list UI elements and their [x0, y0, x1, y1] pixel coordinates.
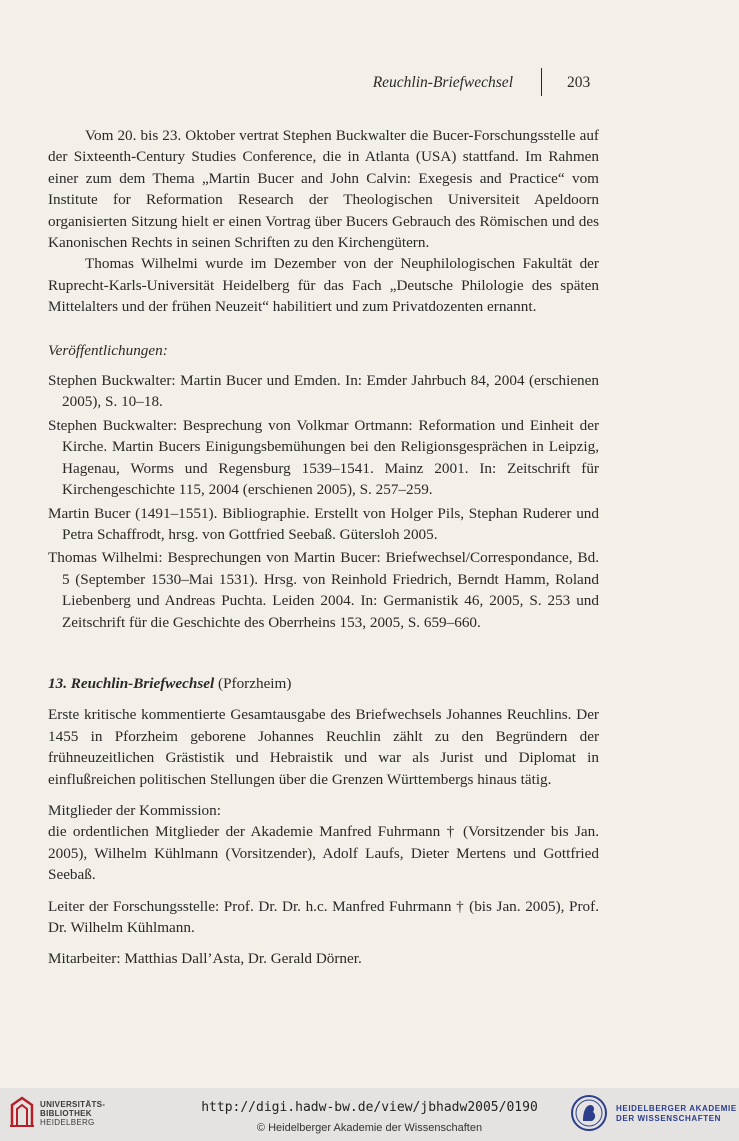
publication-item: Stephen Buckwalter: Besprechung von Volkmar Ortmann: Reformation und Einheit der Kirche. Martin Bucers Einigungsbemühungen bei den Religionsgesprächen in Leipzig, Hagenau, Worms und Regensburg 1539–1541. Mainz 2001. In: Zeitschrift für Kirchengeschichte 115, 2004 (erschienen 2005), S. 257–259. [48, 416, 599, 499]
leader-line: Leiter der Forschungsstelle: Prof. Dr. Dr. h.c. Manfred Fuhrmann † (bis Jan. 2005), Prof. Dr. Wilhelm Kühlmann. [48, 897, 599, 936]
members-label: Mitglieder der Kommission: [48, 801, 221, 819]
section-title: 13. Reuchlin-Briefwechsel [48, 674, 215, 692]
section-heading [48, 673, 599, 694]
staff-line: Mitarbeiter: Matthias Dall’Asta, Dr. Gerald Dörner. [48, 950, 362, 968]
permalink-url[interactable]: http://digi.hadw-bw.de/view/jbhadw2005/0190 [201, 1100, 538, 1115]
paragraph-conference: Vom 20. bis 23. Oktober vertrat Stephen Buckwalter die Bucer-Forschungsstelle auf der Sixteenth-Century Studies Conference, die in Atlanta (USA) stattfand. Im Rahmen einer zum dem Thema „Martin Bucer and John Calvin: Exegesis and Practice“ vom Institute for Reformation Research der Theologischen Universiteit Apeldoorn organisierten Sitzung hielt er einen Vortrag über Bucers Gebrauch des Römischen und des Kanonischen Rechts in seinen Schriften zu den Kirchengütern. [48, 127, 599, 252]
academy-seal-icon [570, 1094, 608, 1132]
copyright-notice: © Heidelberger Akademie der Wissenschaften [256, 1122, 483, 1134]
publications-heading: Veröffentlichungen: [48, 341, 168, 359]
section-location: (Pforzheim) [214, 674, 292, 692]
running-title: Reuchlin-Briefwechsel [372, 74, 513, 91]
library-name: UNIVERSITÄTS- BIBLIOTHEK HEIDELBERG [40, 1100, 106, 1127]
footer-bar [0, 1088, 739, 1141]
paragraph-habilitation: Thomas Wilhelmi wurde im Dezember von der Neuphilologischen Fakultät der Ruprecht-Karls-Universität Heidelberg für das Fach „Deutsche Philologie des späten Mittelalters und der frühen Neuzeit“ habilitiert und zum Privatdozenten ernannt. [48, 255, 599, 316]
page-number: 203 [567, 74, 591, 91]
publication-item: Stephen Buckwalter: Martin Bucer und Emden. In: Emder Jahrbuch 84, 2004 (erschienen 2005), S. 10–18. [48, 372, 599, 411]
publication-item: Thomas Wilhelmi: Besprechungen von Martin Bucer: Briefwechsel/Correspondance, Bd. 5 (September 1530–Mai 1531). Hrsg. von Reinhold Friedrich, Berndt Hamm, Roland Liebenberg und Andreas Puchta. Leiden 2004. In: Germanistik 46, 2005, S. 253 und Zeitschrift für die Geschichte des Oberrheins 153, 2005, S. 659–660. [48, 549, 599, 631]
academy-name: HEIDELBERGER AKADEMIE DER WISSENSCHAFTEN [616, 1104, 737, 1123]
members-list: die ordentlichen Mitglieder der Akademie Manfred Fuhrmann † (Vorsitzender bis Jan. 2005), Wilhelm Kühlmann (Vorsitzender), Adolf Laufs, Dieter Mertens und Gottfried Seebaß. [48, 823, 599, 884]
header-divider [541, 68, 542, 96]
page-body [48, 125, 599, 970]
paragraph-description: Erste kritische kommentierte Gesamtausgabe des Briefwechsels Johannes Reuchlins. Der 1455 in Pforzheim geborene Johannes Reuchlin zählt zu den Begründern der frühneuzeitlichen Grästistik und Hebraistik und war als Jurist und Diplomat in einflußreichen politischen Stellungen über die Grenzen Württembergs hinaus tätig. [48, 706, 599, 788]
publication-item: Martin Bucer (1491–1551). Bibliographie. Erstellt von Holger Pils, Stephan Ruderer und Petra Schaffrodt, hrsg. von Gottfried Seebaß. Gütersloh 2005. [48, 504, 599, 543]
running-header [0, 68, 739, 98]
